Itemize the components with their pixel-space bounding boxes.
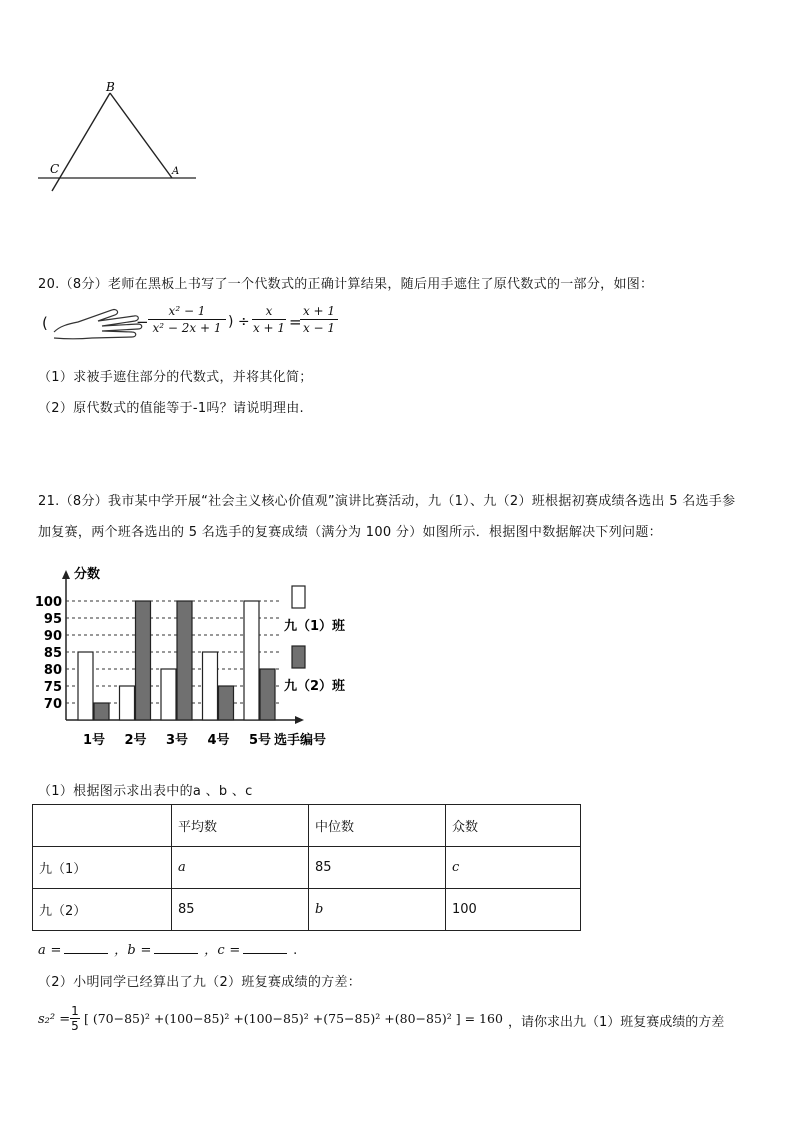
- variance-lhs: s₂² =: [38, 1012, 71, 1027]
- blank-c[interactable]: [243, 941, 287, 954]
- frac1-numerator: x² − 1: [148, 304, 226, 320]
- q20-sub1: （1）求被手遮住部分的代数式，并将其化简；: [38, 370, 313, 385]
- bar-series-1: [244, 601, 259, 720]
- blank-a-label: a =: [38, 943, 62, 958]
- variance-tail: ，请你求出九（1）班复赛成绩的方差: [508, 1015, 725, 1030]
- q21-header-line1: 21.（8分）我市某中学开展“社会主义核心价值观”演讲比赛活动，九（1）、九（2）班根据初赛成绩各选出 5 名选手参: [38, 494, 736, 509]
- x-tick-label: 3号: [165, 733, 189, 748]
- table-cell: 85: [309, 847, 446, 889]
- formula-close-div: ) ÷: [228, 314, 250, 330]
- bar-series-1: [78, 652, 93, 720]
- vertex-a-label: A: [172, 166, 180, 177]
- y-tick-label: 75: [43, 680, 62, 695]
- frac1-denominator: x² − 2x + 1: [152, 321, 222, 335]
- table-cell: a: [172, 847, 309, 889]
- frac2-denominator: x + 1: [252, 321, 286, 335]
- table-cell: 九（1）: [33, 847, 172, 889]
- legend-swatch-1: [292, 586, 305, 608]
- blanks-end: .: [293, 943, 298, 958]
- variance-frac-den: 5: [71, 1019, 79, 1033]
- table-header-cell: 平均数: [172, 805, 309, 847]
- legend-label-1: 九（1）班: [284, 619, 346, 634]
- vertex-b-label: B: [106, 80, 115, 94]
- table-row: [33, 889, 581, 931]
- y-tick-label: 100: [34, 595, 62, 610]
- q21-sub2: （2）小明同学已经算出了九（2）班复赛成绩的方差：: [38, 975, 362, 990]
- table-header-row: [33, 805, 581, 847]
- side-ba: [110, 93, 172, 178]
- table-header-cell: 众数: [446, 805, 581, 847]
- q20-header: 20.（8分）老师在黑板上书写了一个代数式的正确计算结果，随后用手遮住了原代数式的一部分，如图：: [38, 277, 654, 292]
- frac2-numerator: x: [252, 304, 286, 320]
- q20-formula: [40, 300, 340, 352]
- x-tick-label: 2号: [124, 733, 147, 748]
- y-axis-arrow: [62, 570, 70, 579]
- formula-frac2: [252, 304, 286, 335]
- hand-icon: [50, 302, 150, 342]
- y-axis-label: 分数: [74, 567, 101, 582]
- blank-b-label: ，b =: [114, 943, 152, 958]
- table-cell: b: [309, 889, 446, 931]
- y-tick-label: 80: [43, 663, 62, 678]
- stats-table: [32, 804, 581, 931]
- q21-sub1: （1）根据图示求出表中的a 、b 、c: [38, 784, 253, 799]
- table-header-cell: [33, 805, 172, 847]
- y-tick-label: 85: [43, 646, 62, 661]
- bar-series-2: [219, 686, 234, 720]
- q21-header-line2: 加复赛，两个班各选出的 5 名选手的复赛成绩（满分为 100 分）如图所示．根据图中数据解决下列问题：: [38, 525, 662, 540]
- x-axis-label: 选手编号: [274, 733, 327, 748]
- formula-frac1: [148, 304, 226, 335]
- formula-equals: =: [289, 313, 302, 331]
- variance-body: [ (70−85)² +(100−85)² +(100−85)² +(75−85)² +(80−85)² ] = 160: [84, 1011, 503, 1026]
- table-row: [33, 847, 581, 889]
- frac3-numerator: x + 1: [300, 304, 338, 320]
- x-tick-label: 1号: [82, 733, 106, 748]
- formula-minus: −: [136, 313, 149, 331]
- frac3-denominator: x − 1: [302, 321, 336, 335]
- legend-swatch-2: [292, 646, 305, 668]
- bar-series-2: [177, 601, 192, 720]
- x-axis-arrow: [295, 716, 304, 724]
- blank-b[interactable]: [154, 941, 198, 954]
- table-cell: 九（2）: [33, 889, 172, 931]
- variance-frac-num: 1: [71, 1004, 79, 1018]
- formula-open-paren: (: [42, 314, 48, 332]
- bar-series-1: [120, 686, 135, 720]
- table-cell: c: [446, 847, 581, 889]
- y-tick-label: 90: [43, 629, 62, 644]
- blank-a[interactable]: [64, 941, 108, 954]
- bar-series-2: [94, 703, 109, 720]
- table-header-cell: 中位数: [309, 805, 446, 847]
- score-bar-chart: [30, 562, 370, 752]
- table-cell: 100: [446, 889, 581, 931]
- variance-fraction: [70, 1004, 80, 1033]
- answer-blanks: [38, 939, 298, 958]
- legend-label-2: 九（2）班: [284, 679, 346, 694]
- formula-frac3: [300, 304, 338, 335]
- table-cell: 85: [172, 889, 309, 931]
- variance-formula: [38, 1002, 778, 1042]
- q20-sub2: （2）原代数式的值能等于-1吗？请说明理由.: [38, 401, 304, 416]
- bar-series-1: [203, 652, 218, 720]
- bar-series-1: [161, 669, 176, 720]
- y-tick-label: 70: [43, 697, 62, 712]
- triangle-figure: [30, 75, 210, 200]
- x-tick-label: 4号: [207, 733, 230, 748]
- vertex-c-label: C: [50, 162, 60, 176]
- y-tick-label: 95: [43, 612, 62, 627]
- side-bc: [52, 93, 110, 191]
- bar-series-2: [136, 601, 151, 720]
- bar-series-2: [260, 669, 275, 720]
- x-tick-label: 5号: [248, 733, 272, 748]
- blank-c-label: ，c =: [204, 943, 241, 958]
